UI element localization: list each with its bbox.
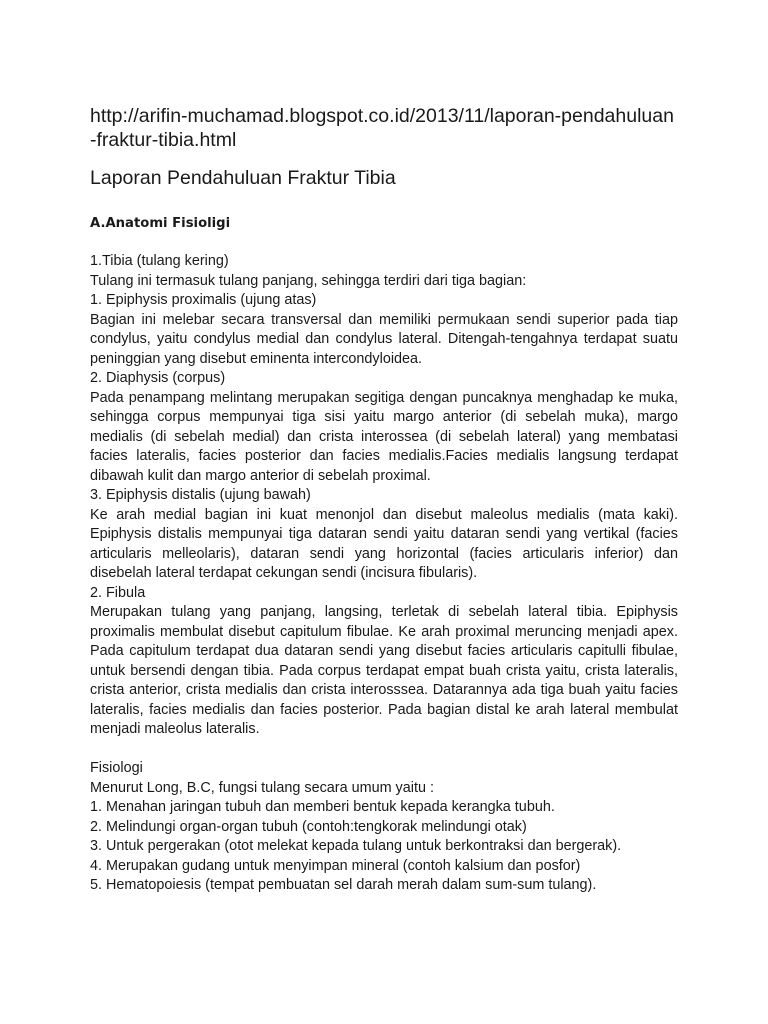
fibula-heading: 2. Fibula	[90, 584, 146, 601]
source-url: http://arifin-muchamad.blogspot.co.id/2013/11/laporan-pendahuluan-fraktur-tibia.html	[90, 105, 674, 151]
list-item: 2. Melindungi organ-organ tubuh (contoh:tengkorak melindungi otak)	[90, 818, 527, 835]
section-heading: A.Anatomi Fisioligi	[90, 216, 231, 231]
tibia-heading: 1.Tibia (tulang kering)	[90, 253, 229, 269]
diaphysis-heading: 2. Diaphysis (corpus)	[90, 370, 226, 386]
epiphysis-proximalis-heading: 1. Epiphysis proximalis (ujung atas)	[90, 292, 317, 308]
physiology-heading: Fisiologi	[90, 760, 143, 776]
physiology-section	[90, 759, 678, 896]
epiphysis-proximalis-text: Bagian ini melebar secara transversal dan memiliki permukaan sendi superior pada tiap condylus, yaitu condylus medial dan condylus lateral. Ditengah-tengahnya terdapat suatu peninggian yang disebut eminenta intercondyloidea.	[90, 311, 678, 367]
list-item: 3. Untuk pergerakan (otot melekat kepada tulang untuk berkontraksi dan bergerak).	[90, 838, 622, 854]
list-item: 5. Hematopoiesis (tempat pembuatan sel darah merah dalam sum-sum tulang).	[90, 877, 597, 893]
document-page	[90, 104, 678, 896]
epiphysis-distalis-text: Ke arah medial bagian ini kuat menonjol dan disebut maleolus medialis (mata kaki). Epiphysis distalis mempunyai tiga dataran sendi yaitu dataran sendi yang vertikal (facies articularis melleolaris), dataran sendi yang horizontal (facies articularis inferior) dan disebelah lateral terdapat cekungan sendi (incisura fibularis).	[90, 506, 678, 581]
anatomy-section	[90, 252, 678, 740]
list-item: 1. Menahan jaringan tubuh dan memberi bentuk kepada kerangka tubuh.	[90, 799, 555, 815]
physiology-intro: Menurut Long, B.C, fungsi tulang secara umum yaitu :	[90, 779, 434, 796]
fibula-text: Merupakan tulang yang panjang, langsing, terletak di sebelah lateral tibia. Epiphysis proximalis membulat disebut capitulum fibulae. Ke arah proximal meruncing menjadi apex. Pada capitulum terdapat dua dataran sendi yang disebut facies articularis capitulli fibulae, untuk bersendi dengan tibia. Pada corpus terdapat empat buah crista yaitu, crista lateralis, crista anterior, crista medialis dan crista interosssea. Datarannya ada tiga buah yaitu facies lateralis, facies medialis dan facies posterior. Pada bagian distal ke arah lateral membulat menjadi maleolus lateralis.	[90, 604, 678, 737]
diaphysis-text: Pada penampang melintang merupakan segitiga dengan puncaknya menghadap ke muka, sehingga corpus mempunyai tiga sisi yaitu margo anterior (di sebelah muka), margo medialis (di sebelah medial) dan crista interossea (di sebelah lateral) yang membatasi facies lateralis, facies posterior dan facies medialis.Facies medialis langsung terdapat dibawah kulit dan margo anterior di sebelah proximal.	[90, 389, 678, 484]
epiphysis-distalis-heading: 3. Epiphysis distalis (ujung bawah)	[90, 487, 311, 503]
list-item: 4. Merupakan gudang untuk menyimpan mineral (contoh kalsium dan posfor)	[90, 857, 581, 874]
tibia-intro: Tulang ini termasuk tulang panjang, sehingga terdiri dari tiga bagian:	[90, 272, 527, 289]
document-title: Laporan Pendahuluan Fraktur Tibia	[90, 167, 396, 189]
